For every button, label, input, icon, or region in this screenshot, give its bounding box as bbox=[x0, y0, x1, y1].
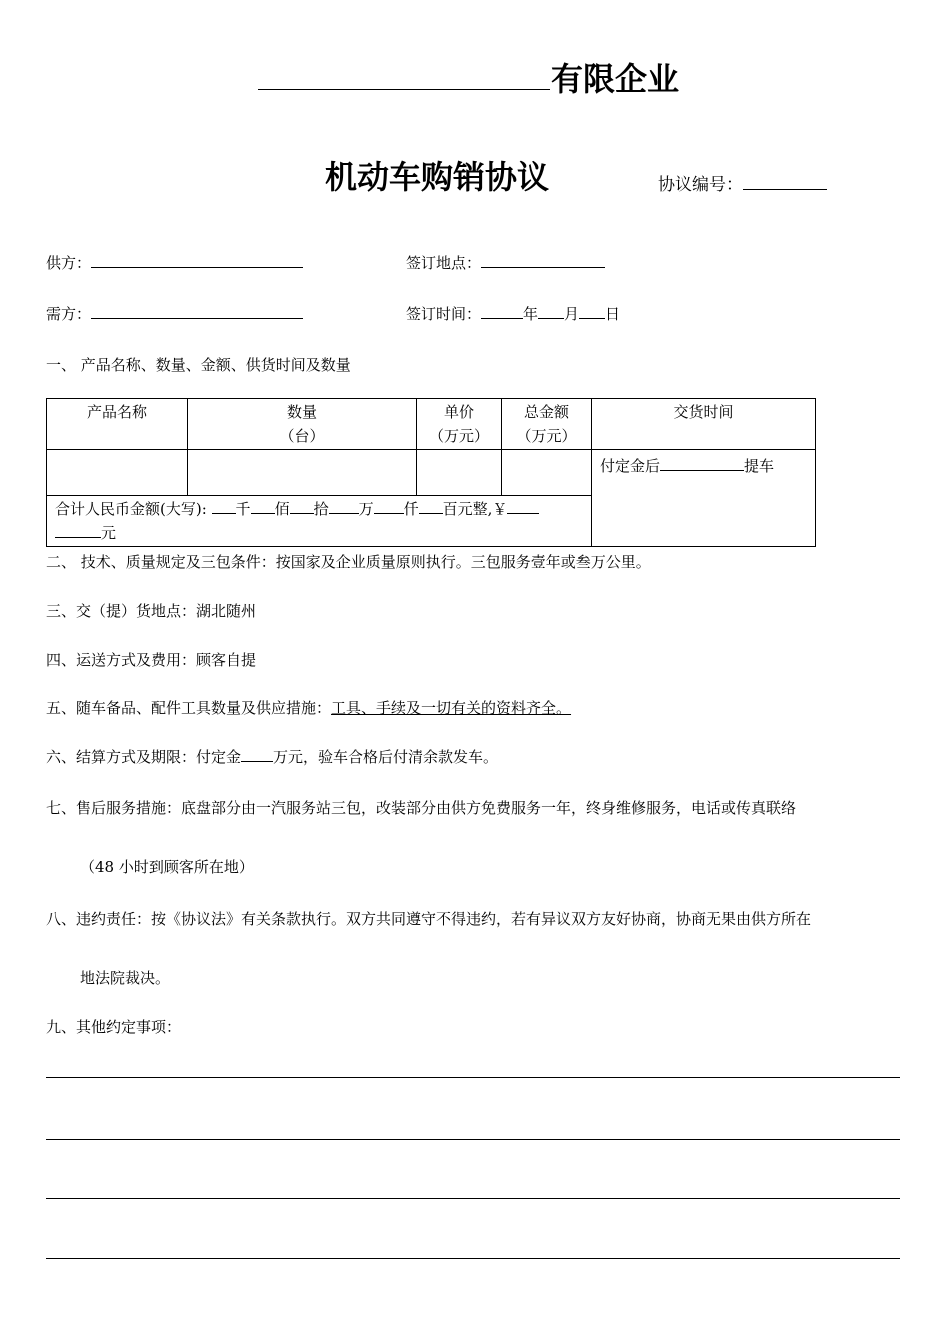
product-table bbox=[46, 398, 816, 547]
deposit-blank[interactable] bbox=[241, 745, 273, 762]
doc-number bbox=[658, 170, 827, 195]
header-delivery: 交货时间 bbox=[592, 399, 816, 450]
clause-8-line1: 八、违约责任：按《协议法》有关条款执行。双方共同遵守不得违约，若有异议双方友好协商，协商无果由供方所在 bbox=[46, 910, 812, 928]
blank-qian[interactable] bbox=[212, 497, 236, 514]
blank-bai2[interactable] bbox=[419, 497, 443, 514]
sign-time-row bbox=[406, 302, 620, 324]
clause-3: 三、交（提）货地点：湖北随州 bbox=[46, 602, 257, 620]
header-total: 总金额 （万元） bbox=[502, 399, 592, 450]
year-label: 年 bbox=[523, 305, 539, 323]
cell-qty[interactable] bbox=[188, 450, 417, 496]
day-label: 日 bbox=[605, 305, 621, 323]
month-blank[interactable] bbox=[538, 302, 564, 319]
blank-ren[interactable] bbox=[374, 497, 404, 514]
blank-wan[interactable] bbox=[329, 497, 359, 514]
header-price: 单价 （万元） bbox=[417, 399, 502, 450]
sign-time-label: 签订时间： bbox=[406, 305, 482, 323]
clause-7-line2: （48 小时到顾客所在地） bbox=[80, 858, 254, 876]
supplier-label: 供方： bbox=[46, 254, 92, 272]
blank-amount[interactable] bbox=[507, 497, 539, 514]
clause-8-line2: 地法院裁决。 bbox=[80, 969, 171, 987]
company-suffix: 有限企业 bbox=[551, 60, 680, 98]
cell-total[interactable] bbox=[502, 450, 592, 496]
supplier-row bbox=[46, 251, 303, 273]
clause-6: 六、结算方式及期限：付定金 万元，验车合格后付清余款发车。 bbox=[46, 745, 498, 767]
page-title: 机动车购销协议 bbox=[325, 158, 550, 196]
clause-2: 二、 技术、质量规定及三包条件：按国家及企业质量原则执行。三包服务壹年或叁万公里。 bbox=[46, 553, 651, 571]
clause-5: 五、随车备品、配件工具数量及供应措施：工具、手续及一切有关的资料齐全。 bbox=[46, 699, 572, 717]
clause-4: 四、运送方式及费用：顾客自提 bbox=[46, 651, 257, 669]
header-product: 产品名称 bbox=[47, 399, 188, 450]
month-label: 月 bbox=[564, 305, 580, 323]
other-terms-line[interactable] bbox=[46, 1139, 900, 1140]
other-terms-line[interactable] bbox=[46, 1077, 900, 1078]
delivery-days-blank[interactable] bbox=[660, 454, 744, 471]
other-terms-line[interactable] bbox=[46, 1198, 900, 1199]
other-terms-line[interactable] bbox=[46, 1258, 900, 1259]
cell-product[interactable] bbox=[47, 450, 188, 496]
sign-place-label: 签订地点： bbox=[406, 254, 482, 272]
supplier-blank[interactable] bbox=[91, 251, 303, 268]
section1-heading: 一、 产品名称、数量、金额、供货时间及数量 bbox=[46, 356, 351, 374]
buyer-label: 需方： bbox=[46, 305, 92, 323]
buyer-blank[interactable] bbox=[91, 302, 303, 319]
cell-price[interactable] bbox=[417, 450, 502, 496]
year-blank[interactable] bbox=[481, 302, 523, 319]
sign-place-row bbox=[406, 251, 605, 273]
blank-amount-2[interactable] bbox=[55, 521, 101, 538]
sum-label: 合计人民币金额(大写): bbox=[55, 500, 207, 518]
blank-bai[interactable] bbox=[251, 497, 275, 514]
day-blank[interactable] bbox=[579, 302, 605, 319]
sign-place-blank[interactable] bbox=[481, 251, 605, 268]
buyer-row bbox=[46, 302, 303, 324]
doc-number-label: 协议编号： bbox=[658, 175, 743, 195]
header-qty: 数量 （台） bbox=[188, 399, 417, 450]
blank-shi[interactable] bbox=[290, 497, 314, 514]
total-amount-row: 合计人民币金额(大写): 千 佰 拾 万 仟 百元整,￥ 元 bbox=[47, 496, 592, 547]
clause-9: 九、其他约定事项： bbox=[46, 1018, 182, 1036]
cell-delivery: 付定金后 提车 bbox=[592, 450, 816, 547]
doc-number-blank[interactable] bbox=[743, 173, 827, 190]
company-name-blank[interactable] bbox=[258, 89, 550, 90]
clause-7-line1: 七、售后服务措施：底盘部分由一汽服务站三包，改装部分由供方免费服务一年，终身维修服务，电话或传真联络 bbox=[46, 799, 797, 817]
clause-5-value: 工具、手续及一切有关的资料齐全。 bbox=[331, 699, 572, 717]
